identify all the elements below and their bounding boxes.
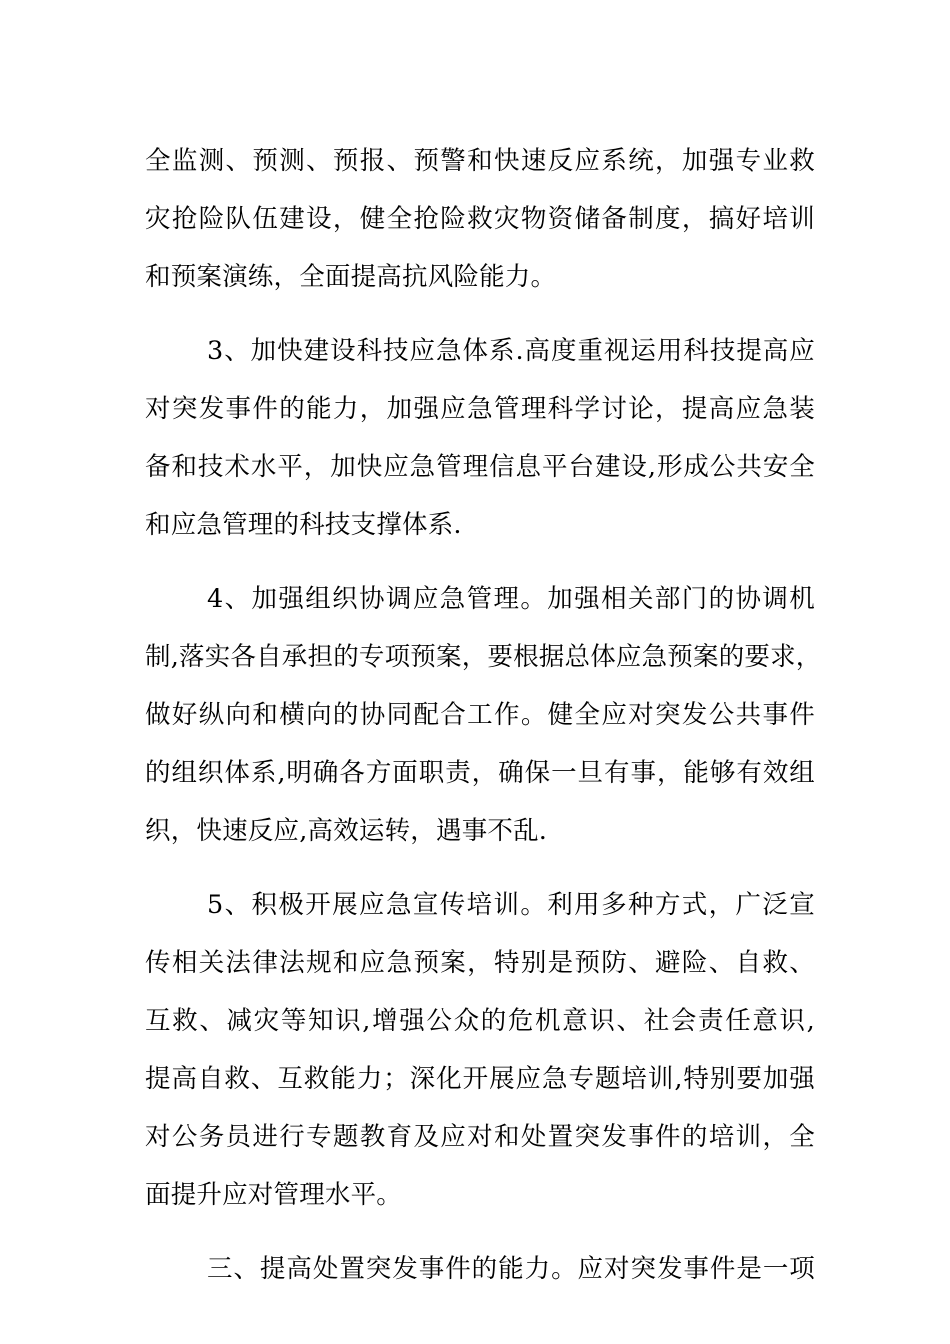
paragraph-4 bbox=[145, 876, 815, 1224]
paragraph-line: 灾抢险队伍建设，健全抢险救灾物资储备制度，搞好培训 bbox=[145, 204, 815, 234]
paragraph-line: 传相关法律法规和应急预案，特别是预防、避险、自救、 bbox=[145, 948, 815, 978]
paragraph-line: 4、加强组织协调应急管理。加强相关部门的协调机 bbox=[207, 584, 815, 614]
paragraph-line: 面提升应对管理水平。 bbox=[145, 1180, 403, 1210]
paragraph-line: 做好纵向和横向的协同配合工作。健全应对突发公共事件 bbox=[145, 700, 815, 730]
paragraph-line: 的组织体系,明确各方面职责，确保一旦有事，能够有效组 bbox=[145, 758, 815, 788]
paragraph-line: 和预案演练，全面提高抗风险能力。 bbox=[145, 262, 557, 292]
paragraph-line: 和应急管理的科技支撑体系. bbox=[145, 510, 462, 540]
paragraph-line: 互救、减灾等知识,增强公众的危机意识、社会责任意识, bbox=[145, 1006, 815, 1036]
paragraph-line: 提高自救、互救能力；深化开展应急专题培训,特别要加强 bbox=[145, 1064, 815, 1094]
paragraph-line: 对突发事件的能力，加强应急管理科学讨论，提高应急装 bbox=[145, 394, 815, 424]
paragraph-line: 织，快速反应,高效运转，遇事不乱. bbox=[145, 816, 548, 846]
paragraph-3 bbox=[145, 570, 822, 860]
paragraph-line: 3、加快建设科技应急体系.高度重视运用科技提高应 bbox=[207, 336, 815, 366]
paragraph-line: 对公务员进行专题教育及应对和处置突发事件的培训，全 bbox=[145, 1122, 815, 1152]
paragraph-line: 5、积极开展应急宣传培训。利用多种方式，广泛宣 bbox=[207, 890, 815, 920]
paragraph-line: 三、提高处置突发事件的能力。应对突发事件是一项 bbox=[207, 1254, 815, 1284]
paragraph-line: 制,落实各自承担的专项预案，要根据总体应急预案的要求， bbox=[145, 642, 822, 672]
document-body bbox=[145, 132, 822, 1298]
paragraph-1 bbox=[145, 132, 815, 306]
paragraph-5 bbox=[145, 1240, 815, 1298]
paragraph-line: 全监测、预测、预报、预警和快速反应系统，加强专业救 bbox=[145, 146, 815, 176]
paragraph-2 bbox=[145, 322, 815, 554]
paragraph-line: 备和技术水平，加快应急管理信息平台建设,形成公共安全 bbox=[145, 452, 815, 482]
